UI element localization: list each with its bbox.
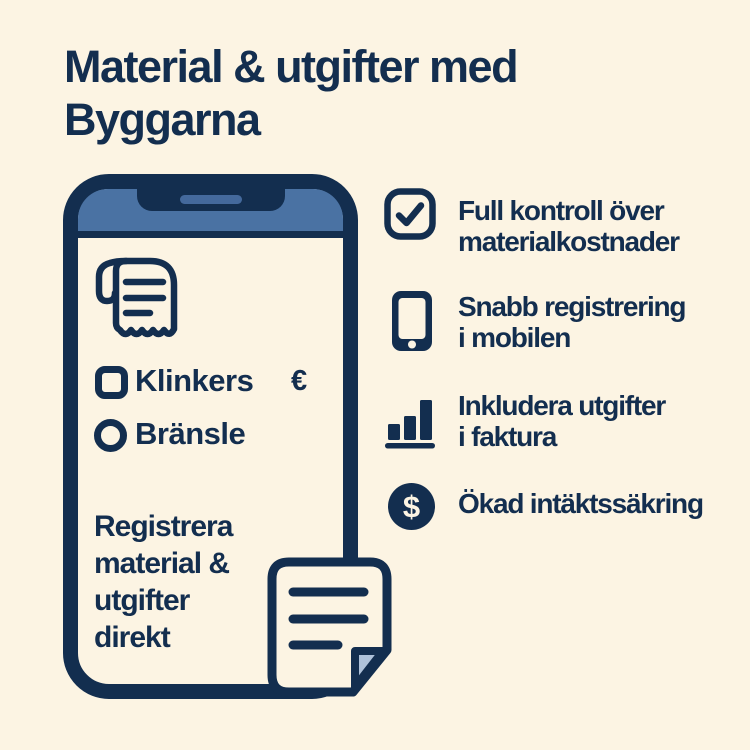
feature-item [458,291,685,353]
feature-item [458,390,665,452]
page-title-line2: Byggarna [64,94,260,145]
phone-caption [94,508,232,656]
feature-line: i mobilen [458,322,571,353]
receipt-icon [94,255,182,343]
feature-line: Inkludera utgifter [458,390,666,421]
phone-caption-line: material & [94,547,230,580]
feature-line: materialkostnader [458,226,679,257]
checkbox-icon [95,366,128,399]
feature-line: Full kontroll över [458,195,664,226]
checkbox-checked-icon [384,188,436,240]
dollar-symbol: $ [402,489,421,524]
feature-line: Snabb registrering [458,291,686,322]
phone-caption-line: utgifter [94,584,190,617]
mobile-phone-icon [390,289,434,353]
page-title-line1: Material & utgifter med [64,41,518,92]
bar-chart-icon [384,392,436,449]
euro-symbol: € [291,365,308,397]
phone-notch [137,189,285,211]
phone-speaker-icon [180,195,242,204]
expense-row-label: Klinkers [135,363,254,398]
phone-caption-line: Registrera [94,510,233,543]
expense-row-label: Bränsle [135,416,246,451]
phone-caption-line: direkt [94,621,170,654]
feature-item [458,195,679,257]
feature-line: i faktura [458,421,557,452]
dollar-circle-icon [388,483,435,530]
document-note-icon [266,556,393,698]
radio-circle-icon [94,419,127,452]
feature-line: Ökad intäktssäkring [458,488,703,519]
feature-item [458,488,703,519]
page-title [64,40,704,146]
phone-status-bar [78,189,343,238]
